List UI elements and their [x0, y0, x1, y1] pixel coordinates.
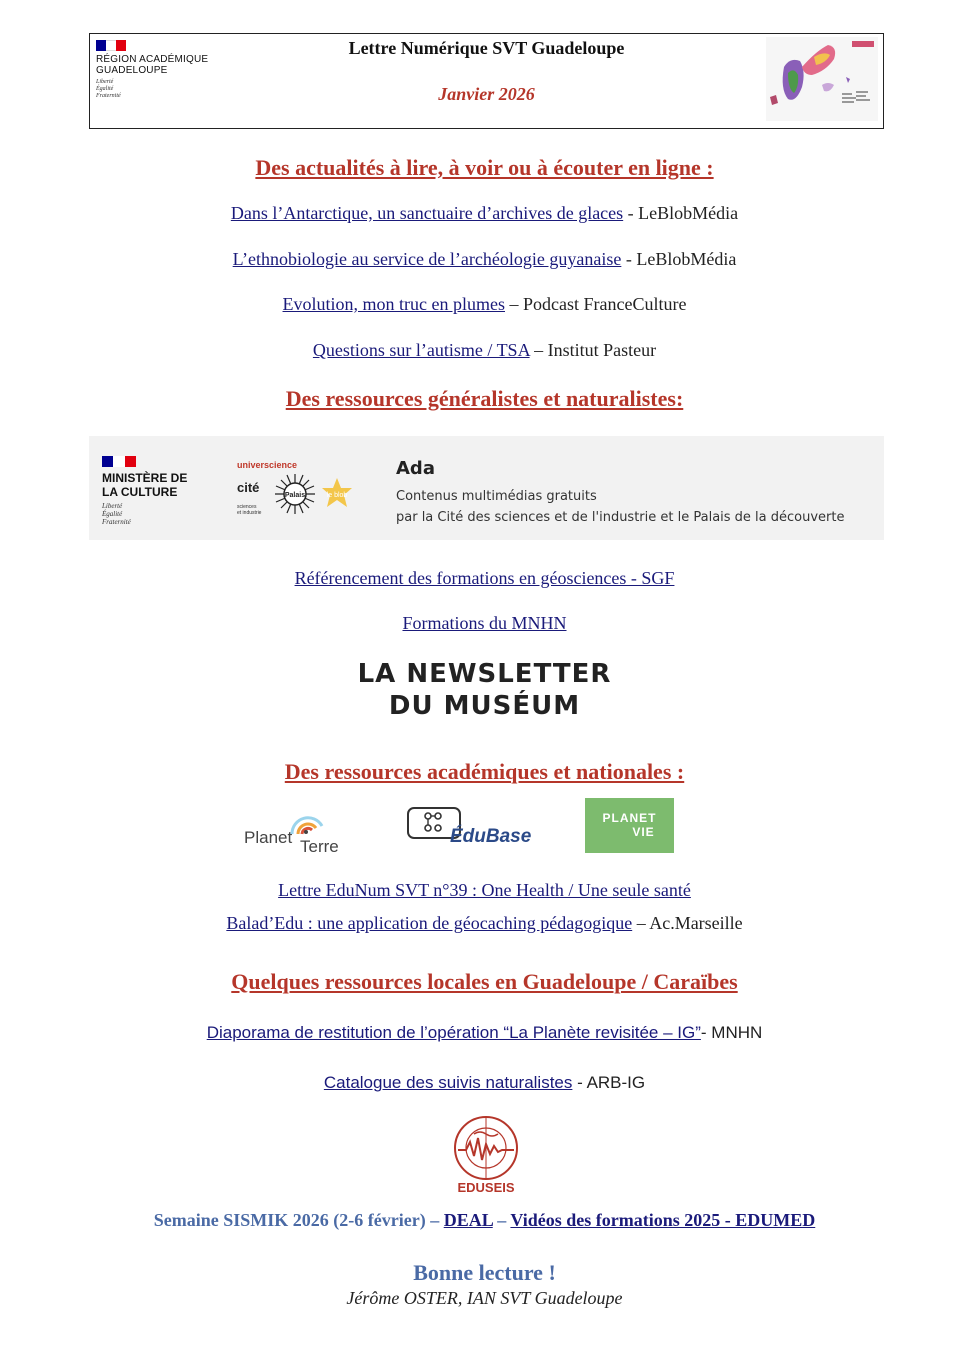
catalogue-suivis-link[interactable]: Catalogue des suivis naturalistes [323, 1073, 573, 1092]
ada-banner[interactable] [89, 436, 884, 540]
newsletter-logo-line2: DU MUSÉUM [388, 691, 581, 721]
local-source: ARB-IG [586, 1073, 646, 1092]
republic-motto: Liberté Égalité Fraternité [96, 79, 121, 99]
cite-wordmark: cité [237, 480, 260, 495]
region-name-line2: GUADELOUPE [96, 65, 168, 76]
newsletter-logo-line1: LA NEWSLETTER [357, 659, 612, 689]
edubase-logo[interactable] [406, 806, 546, 850]
baladedu-link[interactable]: Balad’Edu : une application de géocaching pédagogique [226, 913, 633, 933]
eduseis-seismo-icon [452, 1116, 520, 1182]
cite-subtitle: sciences et industrie [237, 504, 262, 516]
closing-greeting: Bonne lecture ! [413, 1260, 556, 1285]
signature: Jérôme OSTER, IAN SVT Guadeloupe [346, 1288, 623, 1308]
local-item-2 [0, 1073, 969, 1093]
news-item-3 [0, 294, 969, 315]
region-name-line1: RÉGION ACADÉMIQUE [96, 54, 209, 65]
newsletter-museum-logo[interactable] [0, 658, 969, 722]
separator: - [621, 249, 637, 269]
ministry-name-line2: LA CULTURE [102, 485, 178, 499]
newsletter-title: Lettre Numérique SVT Guadeloupe [348, 38, 625, 58]
separator: – [505, 294, 523, 314]
planet-terre-logo[interactable] [244, 804, 344, 856]
universcience-logo [237, 460, 357, 520]
separator: - [700, 1023, 712, 1042]
separator: - [623, 203, 639, 223]
le-blob-icon [319, 476, 355, 510]
header-box [89, 33, 884, 129]
ethnobiologie-link[interactable]: L’ethnobiologie au service de l’archéologie guyanaise [232, 249, 622, 269]
academic-item-1 [0, 880, 969, 901]
local-section-title: Quelques ressources locales en Guadeloupe / Caraïbes [231, 969, 738, 994]
sismik-text: Semaine SISMIK 2026 (2-6 février) – [153, 1210, 444, 1230]
news-source: LeBlobMédia [638, 203, 739, 223]
academic-source: Ac.Marseille [649, 913, 743, 933]
guadeloupe-geology-map-icon [766, 37, 878, 121]
planet-vie-logo[interactable] [585, 798, 674, 853]
palais-sun-icon [273, 472, 317, 516]
separator: – [632, 913, 650, 933]
planet-vie-word1: PLANET [602, 811, 657, 825]
general-section-title: Des ressources généralistes et naturalistes: [285, 386, 684, 411]
edubase-wordmark: ÉduBase [450, 826, 532, 847]
local-source: MNHN [711, 1023, 763, 1042]
deal-link[interactable]: DEAL [443, 1210, 493, 1230]
french-flag-icon [102, 456, 136, 467]
ada-title: Ada [396, 458, 435, 479]
local-item-1 [0, 1023, 969, 1043]
news-section-title: Des actualités à lire, à voir ou à écouter en ligne : [255, 155, 714, 180]
blob-label: le blob [326, 492, 348, 499]
planet-terre-word1: Planet [244, 828, 293, 847]
eduseis-logo[interactable] [452, 1116, 520, 1198]
sismik-line [0, 1210, 969, 1231]
separator: - [572, 1073, 587, 1092]
republic-motto: Liberté Égalité Fraternité [102, 502, 131, 526]
news-source: LeBlobMédia [636, 249, 737, 269]
edumed-videos-link[interactable]: Vidéos des formations 2025 - EDUMED [510, 1210, 816, 1230]
universcience-wordmark: universcience [237, 460, 298, 470]
planet-vie-word2: VIE [632, 825, 655, 839]
planet-terre-word2: Terre [300, 837, 339, 856]
ministry-name-line1: MINISTÈRE DE [102, 471, 188, 485]
academic-item-2 [0, 913, 969, 934]
evolution-podcast-link[interactable]: Evolution, mon truc en plumes [282, 294, 505, 314]
news-item-2 [0, 249, 969, 270]
mnhn-formations-link[interactable]: Formations du MNHN [402, 613, 567, 633]
edunum-link[interactable]: Lettre EduNum SVT n°39 : One Health / Une seule santé [278, 880, 691, 900]
sgf-line [0, 568, 969, 589]
newsletter-date: Janvier 2026 [438, 84, 535, 104]
separator: – [529, 340, 548, 360]
news-source: Institut Pasteur [547, 340, 657, 360]
news-item-4 [0, 340, 969, 361]
autisme-link[interactable]: Questions sur l’autisme / TSA [312, 340, 530, 360]
news-item-1 [0, 203, 969, 224]
antarctique-link[interactable]: Dans l’Antarctique, un sanctuaire d’archives de glaces [230, 203, 624, 223]
eduseis-wordmark: EDUSEIS [457, 1180, 515, 1195]
ministere-culture-logo [102, 456, 212, 526]
ada-description: Contenus multimédias gratuits par la Cité des sciences et de l'industrie et le Palais de la découverte [396, 489, 845, 525]
academic-section-title: Des ressources académiques et nationales : [284, 759, 685, 784]
palais-label: Palais [284, 492, 306, 499]
separator: – [492, 1210, 511, 1230]
news-source: Podcast FranceCulture [523, 294, 687, 314]
mnhn-line [0, 613, 969, 634]
planete-revisitee-link[interactable]: Diaporama de restitution de l’opération “La Planète revisitée – IG” [206, 1023, 701, 1042]
sgf-formations-link[interactable]: Référencement des formations en géosciences - SGF [294, 568, 675, 588]
